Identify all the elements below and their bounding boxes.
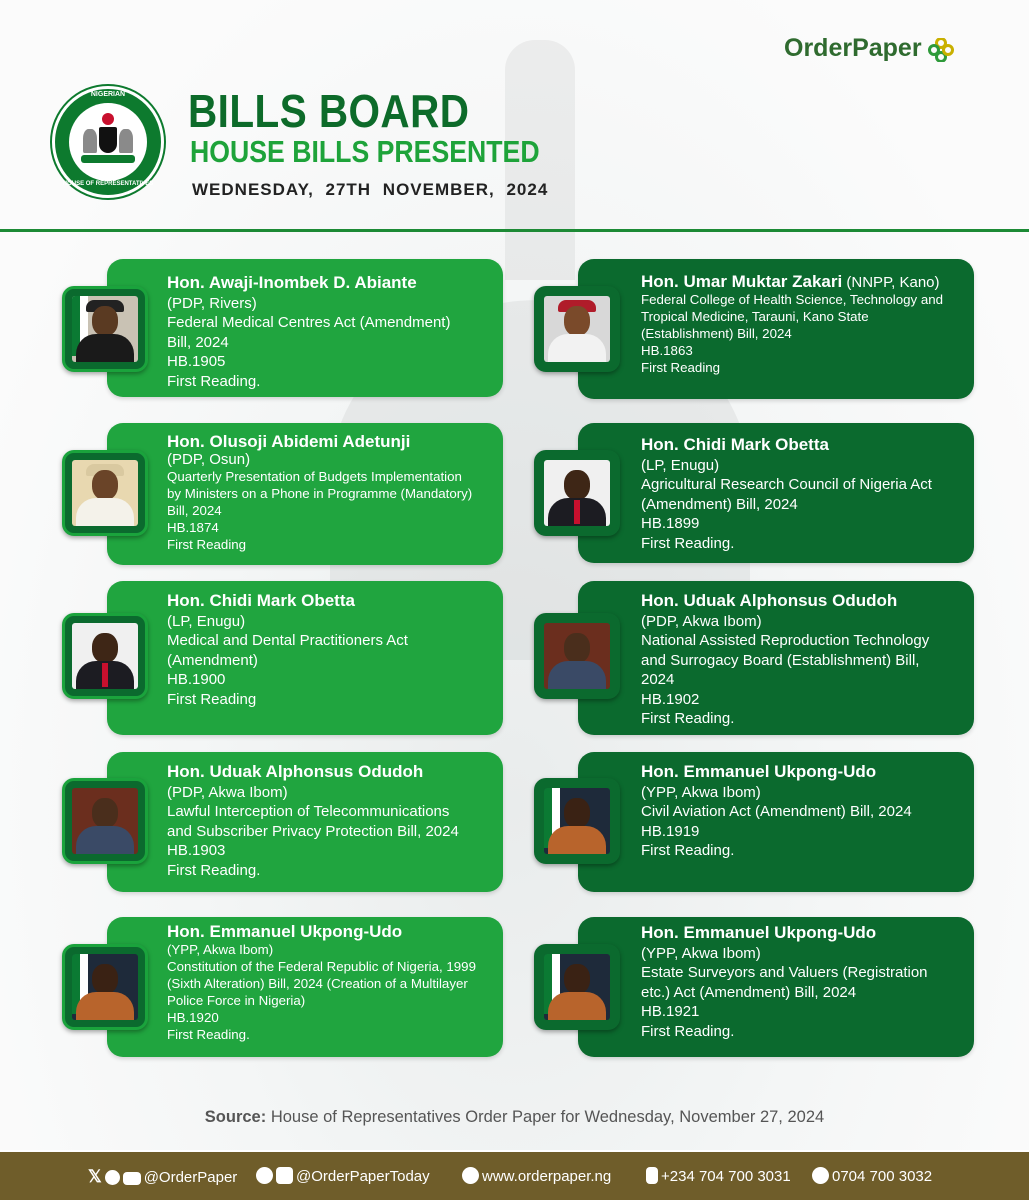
phone-icon — [646, 1167, 658, 1184]
page-title: BILLS BOARD — [188, 85, 470, 137]
bill-card — [107, 917, 503, 1057]
facebook-icon — [105, 1170, 120, 1185]
bill-title: (Sixth Alteration) Bill, 2024 (Creation of a Multilayer — [167, 976, 468, 991]
logo-bottom-text: HOUSE OF REPRESENTATIVES — [62, 181, 154, 187]
member-name: Hon. Emmanuel Ukpong-Udo — [641, 762, 877, 781]
member-photo — [534, 613, 620, 699]
website-link[interactable]: www.orderpaper.ng — [462, 1167, 611, 1185]
bill-card — [578, 752, 974, 892]
header-divider — [0, 229, 1029, 232]
bill-number: HB.1905 — [167, 353, 226, 370]
horse-left-icon — [83, 129, 97, 153]
bill-title: and Subscriber Privacy Protection Bill, 2024 — [167, 822, 459, 840]
phone-link[interactable]: +234 704 700 3031 — [646, 1167, 791, 1185]
bill-card — [578, 259, 974, 399]
member-photo — [62, 613, 148, 699]
social-handle-link[interactable]: 𝕏 @OrderPaper — [88, 1167, 238, 1186]
reading-status: First Reading — [641, 360, 721, 375]
bill-title: etc.) Act (Amendment) Bill, 2024 — [641, 983, 857, 1001]
bill-title: (Amendment) — [167, 651, 258, 669]
bill-title: and Surrogacy Board (Establishment) Bill, — [641, 651, 920, 669]
reading-status: First Reading. — [167, 372, 261, 390]
member-name: Hon. Chidi Mark Obetta — [641, 435, 829, 454]
bill-title: (Amendment) Bill, 2024 — [641, 495, 798, 513]
bill-title: Quarterly Presentation of Budgets Implementation — [167, 469, 462, 484]
member-photo — [534, 286, 620, 372]
bill-card — [578, 423, 974, 563]
bill-title: Agricultural Research Council of Nigeria Act — [641, 476, 932, 493]
youtube-icon — [123, 1172, 141, 1185]
bill-number: HB.1874 — [167, 520, 219, 535]
bill-title: 2024 — [641, 671, 675, 688]
party: (PDP, Akwa Ibom) — [167, 783, 288, 801]
bill-title: Civil Aviation Act (Amendment) Bill, 2024 — [641, 803, 912, 820]
source-note: Source: House of Representatives Order Paper for Wednesday, November 27, 2024 — [204, 1108, 825, 1126]
member-photo — [534, 778, 620, 864]
member-name: Hon. Umar Muktar Zakari (NNPP, Kano) — [641, 272, 940, 291]
logo-base — [81, 155, 135, 163]
bill-title: Police Force in Nigeria) — [167, 993, 306, 1008]
reading-status: First Reading. — [641, 1022, 735, 1040]
whatsapp-icon — [812, 1167, 829, 1184]
brand-name: OrderPaper — [784, 34, 922, 62]
bill-title: by Ministers on a Phone in Programme (Mandatory) — [167, 486, 473, 501]
bill-number: HB.1900 — [167, 671, 226, 688]
reading-status: First Reading — [167, 690, 257, 708]
party: (YPP, Akwa Ibom) — [641, 944, 761, 962]
bill-card — [578, 581, 974, 735]
bill-number: HB.1903 — [167, 842, 226, 859]
reading-status: First Reading. — [641, 842, 735, 859]
member-name: Hon. Chidi Mark Obetta — [167, 591, 355, 610]
member-photo — [62, 286, 148, 372]
party: (PDP, Akwa Ibom) — [641, 612, 762, 630]
page-subtitle: HOUSE BILLS PRESENTED — [190, 134, 540, 169]
bill-number: HB.1919 — [641, 822, 700, 840]
member-name: Hon. Uduak Alphonsus Odudoh — [167, 762, 424, 781]
bill-title: National Assisted Reproduction Technology — [641, 632, 930, 649]
member-photo — [534, 450, 620, 536]
bill-card — [107, 752, 503, 892]
member-name: Hon. Olusoji Abidemi Adetunji — [167, 432, 411, 451]
globe-icon — [462, 1167, 479, 1184]
bill-title: Tropical Medicine, Tarauni, Kano State — [641, 309, 869, 324]
footer-bar — [0, 1152, 1029, 1200]
bill-title: Bill, 2024 — [167, 503, 222, 518]
bill-number: HB.1921 — [641, 1003, 700, 1020]
party: (LP, Enugu) — [167, 612, 246, 630]
party: (PDP, Rivers) — [167, 294, 257, 312]
party: (LP, Enugu) — [641, 456, 720, 474]
bill-title: Lawful Interception of Telecommunications — [167, 803, 450, 820]
member-photo — [62, 450, 148, 536]
bill-title: Federal College of Health Science, Technology and — [641, 292, 944, 307]
horse-right-icon — [119, 129, 133, 153]
reading-status: First Reading. — [641, 534, 735, 552]
shield-icon — [99, 127, 117, 153]
reading-status: First Reading — [167, 537, 247, 552]
member-name: Hon. Emmanuel Ukpong-Udo — [167, 922, 403, 941]
member-photo — [534, 944, 620, 1030]
logo-top-text: NIGERIAN — [90, 91, 126, 98]
reading-status: First Reading. — [167, 1027, 250, 1042]
bill-card — [578, 917, 974, 1057]
member-name: Hon. Awaji-Inombek D. Abiante — [167, 273, 417, 292]
member-name: Hon. Emmanuel Ukpong-Udo — [641, 923, 877, 942]
bill-number: HB.1863 — [641, 343, 693, 358]
x-icon: 𝕏 — [88, 1167, 102, 1186]
bill-card — [107, 423, 503, 565]
page-date: WEDNESDAY, 27TH NOVEMBER, 2024 — [192, 180, 549, 199]
bill-number: HB.1899 — [641, 515, 700, 532]
coat-of-arms — [69, 103, 147, 181]
bill-title: Bill, 2024 — [167, 333, 229, 351]
party: (YPP, Akwa Ibom) — [641, 783, 761, 801]
member-name: Hon. Uduak Alphonsus Odudoh — [641, 591, 898, 610]
bill-number: HB.1920 — [167, 1010, 219, 1025]
whatsapp-link[interactable]: 0704 700 3032 — [812, 1167, 932, 1185]
eagle-icon — [102, 113, 114, 125]
house-seal-logo — [52, 86, 164, 198]
bill-number: HB.1902 — [641, 690, 700, 708]
bill-title: (Establishment) Bill, 2024 — [641, 326, 792, 341]
cross-knot-icon — [928, 38, 954, 62]
bill-title: Constitution of the Federal Republic of Nigeria, 1999 — [167, 959, 476, 974]
threads-icon — [256, 1167, 273, 1184]
reading-status: First Reading. — [167, 861, 261, 879]
bill-title: Federal Medical Centres Act (Amendment) — [167, 314, 451, 331]
bill-title: Medical and Dental Practitioners Act — [167, 632, 408, 649]
party: (YPP, Akwa Ibom) — [167, 942, 274, 957]
bill-card — [107, 259, 503, 397]
instagram-icon — [276, 1167, 293, 1184]
bill-title: Estate Surveyors and Valuers (Registration — [641, 964, 928, 981]
member-photo — [62, 778, 148, 864]
social-handle-link-2[interactable]: @OrderPaperToday — [256, 1167, 430, 1185]
member-photo — [62, 944, 148, 1030]
reading-status: First Reading. — [641, 710, 735, 727]
party: (PDP, Osun) — [167, 451, 251, 468]
bill-card — [107, 581, 503, 735]
